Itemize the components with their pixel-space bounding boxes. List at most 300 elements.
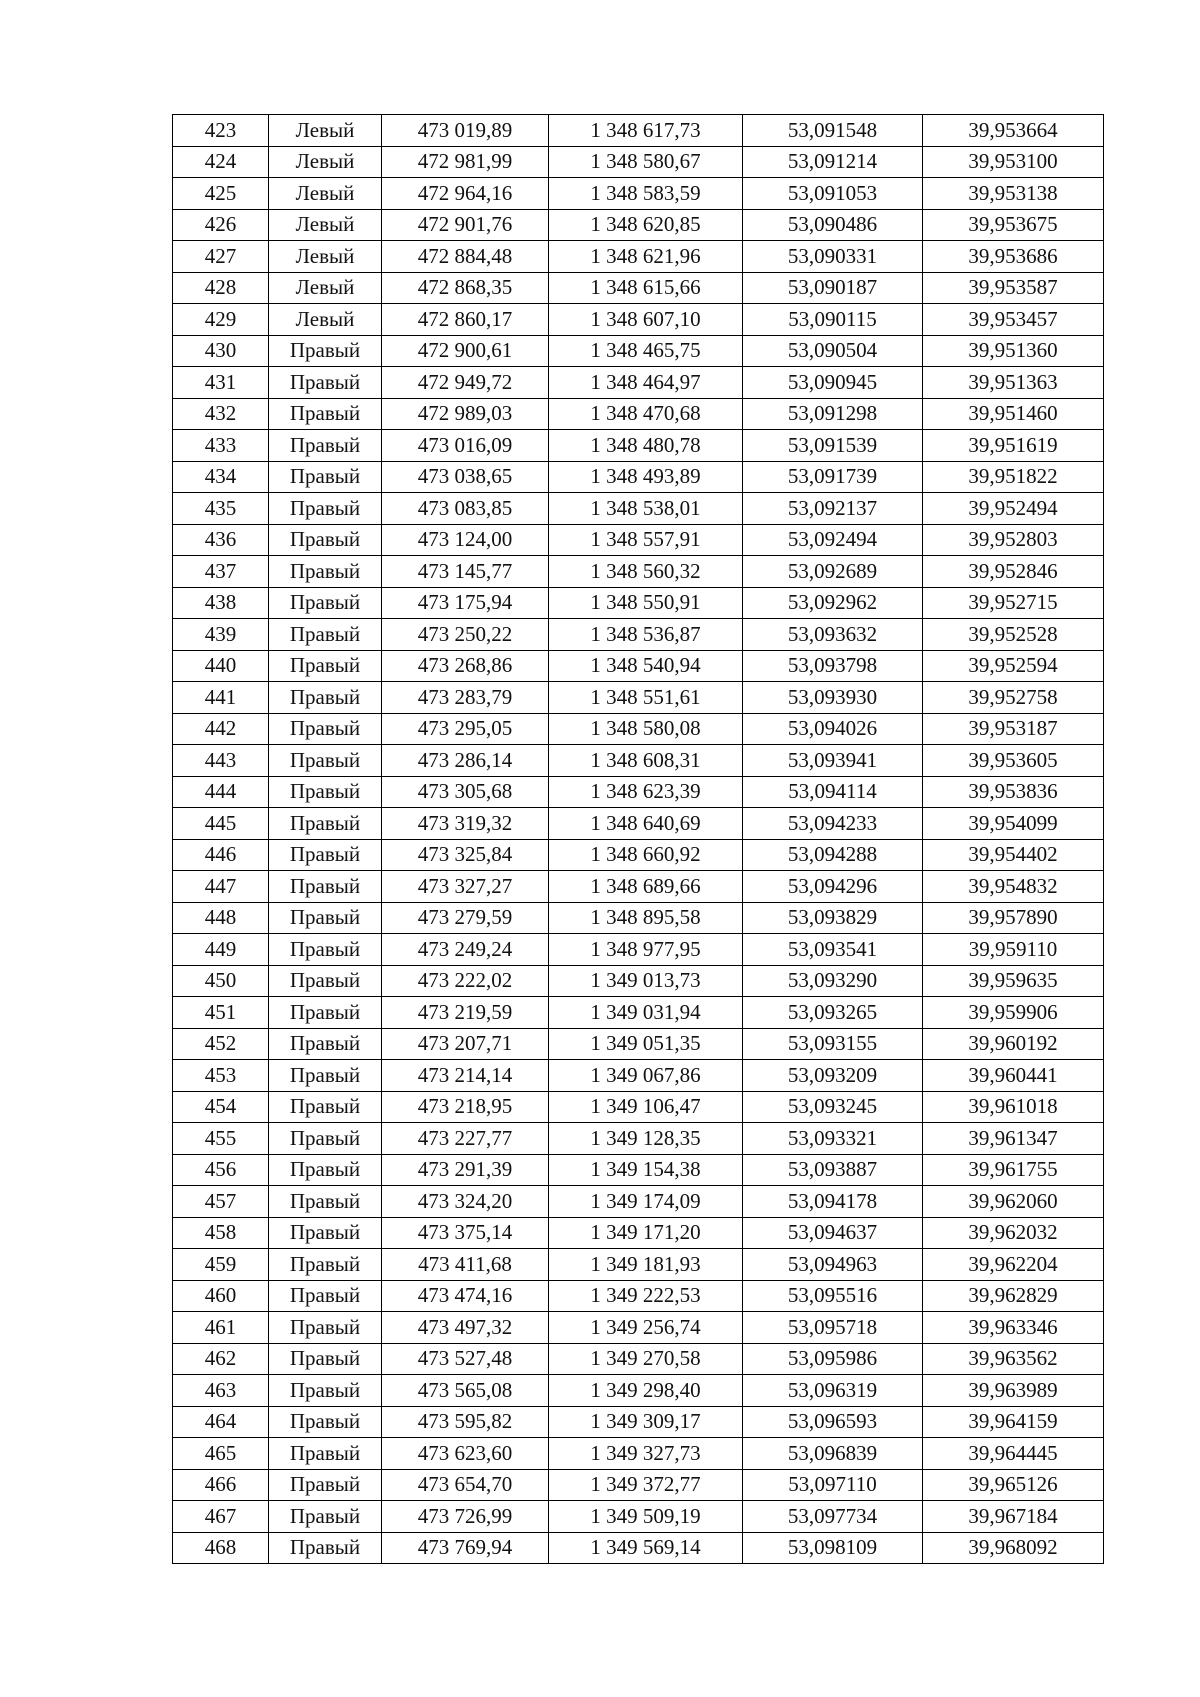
x-coordinate-cell: 472 949,72 (382, 367, 549, 399)
side-cell: Правый (269, 587, 382, 619)
y-coordinate-cell: 1 348 583,59 (549, 178, 743, 210)
y-coordinate-cell: 1 349 154,38 (549, 1154, 743, 1186)
x-coordinate-cell: 473 227,77 (382, 1123, 549, 1155)
longitude-cell: 39,954402 (923, 839, 1104, 871)
x-coordinate-cell: 473 375,14 (382, 1217, 549, 1249)
side-cell: Правый (269, 1469, 382, 1501)
longitude-cell: 39,952594 (923, 650, 1104, 682)
point-number-cell: 436 (173, 524, 269, 556)
side-cell: Правый (269, 367, 382, 399)
table-row (173, 934, 1104, 966)
coordinates-table (172, 114, 1104, 1564)
point-number-cell: 460 (173, 1280, 269, 1312)
x-coordinate-cell: 473 595,82 (382, 1406, 549, 1438)
latitude-cell: 53,090486 (743, 209, 923, 241)
longitude-cell: 39,952803 (923, 524, 1104, 556)
point-number-cell: 437 (173, 556, 269, 588)
side-cell: Правый (269, 1438, 382, 1470)
side-cell: Правый (269, 650, 382, 682)
side-cell: Правый (269, 430, 382, 462)
longitude-cell: 39,961347 (923, 1123, 1104, 1155)
latitude-cell: 53,091739 (743, 461, 923, 493)
latitude-cell: 53,091539 (743, 430, 923, 462)
latitude-cell: 53,094288 (743, 839, 923, 871)
side-cell: Правый (269, 1343, 382, 1375)
table-row (173, 1406, 1104, 1438)
side-cell: Левый (269, 241, 382, 273)
latitude-cell: 53,093941 (743, 745, 923, 777)
x-coordinate-cell: 472 884,48 (382, 241, 549, 273)
latitude-cell: 53,096319 (743, 1375, 923, 1407)
longitude-cell: 39,953138 (923, 178, 1104, 210)
x-coordinate-cell: 473 083,85 (382, 493, 549, 525)
x-coordinate-cell: 473 497,32 (382, 1312, 549, 1344)
table-row (173, 1060, 1104, 1092)
x-coordinate-cell: 473 654,70 (382, 1469, 549, 1501)
x-coordinate-cell: 473 214,14 (382, 1060, 549, 1092)
longitude-cell: 39,963346 (923, 1312, 1104, 1344)
point-number-cell: 431 (173, 367, 269, 399)
y-coordinate-cell: 1 348 550,91 (549, 587, 743, 619)
longitude-cell: 39,959635 (923, 965, 1104, 997)
point-number-cell: 452 (173, 1028, 269, 1060)
y-coordinate-cell: 1 348 660,92 (549, 839, 743, 871)
y-coordinate-cell: 1 348 493,89 (549, 461, 743, 493)
side-cell: Правый (269, 461, 382, 493)
x-coordinate-cell: 473 325,84 (382, 839, 549, 871)
longitude-cell: 39,953836 (923, 776, 1104, 808)
y-coordinate-cell: 1 348 615,66 (549, 272, 743, 304)
longitude-cell: 39,964445 (923, 1438, 1104, 1470)
side-cell: Правый (269, 902, 382, 934)
y-coordinate-cell: 1 348 623,39 (549, 776, 743, 808)
y-coordinate-cell: 1 349 372,77 (549, 1469, 743, 1501)
side-cell: Правый (269, 1280, 382, 1312)
table-row (173, 524, 1104, 556)
longitude-cell: 39,953457 (923, 304, 1104, 336)
latitude-cell: 53,093155 (743, 1028, 923, 1060)
point-number-cell: 427 (173, 241, 269, 273)
x-coordinate-cell: 472 860,17 (382, 304, 549, 336)
table-row (173, 115, 1104, 147)
y-coordinate-cell: 1 348 620,85 (549, 209, 743, 241)
y-coordinate-cell: 1 349 509,19 (549, 1501, 743, 1533)
side-cell: Правый (269, 1186, 382, 1218)
x-coordinate-cell: 473 305,68 (382, 776, 549, 808)
side-cell: Правый (269, 1060, 382, 1092)
y-coordinate-cell: 1 349 222,53 (549, 1280, 743, 1312)
point-number-cell: 450 (173, 965, 269, 997)
latitude-cell: 53,091053 (743, 178, 923, 210)
table-row (173, 871, 1104, 903)
table-row (173, 272, 1104, 304)
y-coordinate-cell: 1 348 480,78 (549, 430, 743, 462)
latitude-cell: 53,096593 (743, 1406, 923, 1438)
point-number-cell: 454 (173, 1091, 269, 1123)
x-coordinate-cell: 473 249,24 (382, 934, 549, 966)
y-coordinate-cell: 1 348 580,08 (549, 713, 743, 745)
side-cell: Правый (269, 493, 382, 525)
y-coordinate-cell: 1 348 536,87 (549, 619, 743, 651)
latitude-cell: 53,094296 (743, 871, 923, 903)
point-number-cell: 456 (173, 1154, 269, 1186)
side-cell: Правый (269, 682, 382, 714)
longitude-cell: 39,963562 (923, 1343, 1104, 1375)
point-number-cell: 464 (173, 1406, 269, 1438)
y-coordinate-cell: 1 349 171,20 (549, 1217, 743, 1249)
latitude-cell: 53,093930 (743, 682, 923, 714)
longitude-cell: 39,963989 (923, 1375, 1104, 1407)
y-coordinate-cell: 1 348 977,95 (549, 934, 743, 966)
side-cell: Левый (269, 146, 382, 178)
longitude-cell: 39,953587 (923, 272, 1104, 304)
table-row (173, 1028, 1104, 1060)
latitude-cell: 53,093829 (743, 902, 923, 934)
table-row (173, 493, 1104, 525)
table-row (173, 839, 1104, 871)
side-cell: Правый (269, 965, 382, 997)
latitude-cell: 53,095718 (743, 1312, 923, 1344)
longitude-cell: 39,968092 (923, 1532, 1104, 1564)
latitude-cell: 53,091298 (743, 398, 923, 430)
longitude-cell: 39,952528 (923, 619, 1104, 651)
point-number-cell: 432 (173, 398, 269, 430)
x-coordinate-cell: 473 623,60 (382, 1438, 549, 1470)
side-cell: Правый (269, 1312, 382, 1344)
y-coordinate-cell: 1 348 617,73 (549, 115, 743, 147)
point-number-cell: 451 (173, 997, 269, 1029)
x-coordinate-cell: 473 250,22 (382, 619, 549, 651)
side-cell: Правый (269, 1375, 382, 1407)
longitude-cell: 39,957890 (923, 902, 1104, 934)
longitude-cell: 39,951619 (923, 430, 1104, 462)
longitude-cell: 39,953686 (923, 241, 1104, 273)
side-cell: Правый (269, 619, 382, 651)
x-coordinate-cell: 473 219,59 (382, 997, 549, 1029)
table-row (173, 776, 1104, 808)
longitude-cell: 39,953664 (923, 115, 1104, 147)
y-coordinate-cell: 1 349 067,86 (549, 1060, 743, 1092)
x-coordinate-cell: 473 327,27 (382, 871, 549, 903)
y-coordinate-cell: 1 348 580,67 (549, 146, 743, 178)
x-coordinate-cell: 473 283,79 (382, 682, 549, 714)
x-coordinate-cell: 473 175,94 (382, 587, 549, 619)
point-number-cell: 439 (173, 619, 269, 651)
table-row (173, 1154, 1104, 1186)
table-row (173, 1438, 1104, 1470)
y-coordinate-cell: 1 349 051,35 (549, 1028, 743, 1060)
side-cell: Правый (269, 556, 382, 588)
longitude-cell: 39,961018 (923, 1091, 1104, 1123)
table-row (173, 241, 1104, 273)
latitude-cell: 53,095516 (743, 1280, 923, 1312)
x-coordinate-cell: 473 222,02 (382, 965, 549, 997)
x-coordinate-cell: 473 527,48 (382, 1343, 549, 1375)
side-cell: Правый (269, 335, 382, 367)
table-row (173, 965, 1104, 997)
latitude-cell: 53,090115 (743, 304, 923, 336)
latitude-cell: 53,090945 (743, 367, 923, 399)
latitude-cell: 53,097734 (743, 1501, 923, 1533)
point-number-cell: 440 (173, 650, 269, 682)
side-cell: Правый (269, 1532, 382, 1564)
point-number-cell: 438 (173, 587, 269, 619)
point-number-cell: 430 (173, 335, 269, 367)
y-coordinate-cell: 1 348 608,31 (549, 745, 743, 777)
table-row (173, 808, 1104, 840)
x-coordinate-cell: 472 901,76 (382, 209, 549, 241)
point-number-cell: 453 (173, 1060, 269, 1092)
longitude-cell: 39,954832 (923, 871, 1104, 903)
latitude-cell: 53,094178 (743, 1186, 923, 1218)
table-row (173, 682, 1104, 714)
table-row (173, 178, 1104, 210)
longitude-cell: 39,951363 (923, 367, 1104, 399)
point-number-cell: 465 (173, 1438, 269, 1470)
side-cell: Правый (269, 713, 382, 745)
point-number-cell: 462 (173, 1343, 269, 1375)
latitude-cell: 53,094637 (743, 1217, 923, 1249)
longitude-cell: 39,953187 (923, 713, 1104, 745)
y-coordinate-cell: 1 348 689,66 (549, 871, 743, 903)
table-row (173, 146, 1104, 178)
side-cell: Правый (269, 808, 382, 840)
longitude-cell: 39,951822 (923, 461, 1104, 493)
x-coordinate-cell: 473 279,59 (382, 902, 549, 934)
point-number-cell: 441 (173, 682, 269, 714)
x-coordinate-cell: 473 411,68 (382, 1249, 549, 1281)
x-coordinate-cell: 473 319,32 (382, 808, 549, 840)
table-row (173, 1532, 1104, 1564)
y-coordinate-cell: 1 348 621,96 (549, 241, 743, 273)
side-cell: Правый (269, 745, 382, 777)
x-coordinate-cell: 473 324,20 (382, 1186, 549, 1218)
side-cell: Правый (269, 1217, 382, 1249)
table-row (173, 1123, 1104, 1155)
longitude-cell: 39,962032 (923, 1217, 1104, 1249)
table-row (173, 1469, 1104, 1501)
point-number-cell: 434 (173, 461, 269, 493)
latitude-cell: 53,094026 (743, 713, 923, 745)
y-coordinate-cell: 1 349 013,73 (549, 965, 743, 997)
point-number-cell: 463 (173, 1375, 269, 1407)
latitude-cell: 53,092494 (743, 524, 923, 556)
latitude-cell: 53,093290 (743, 965, 923, 997)
x-coordinate-cell: 473 218,95 (382, 1091, 549, 1123)
side-cell: Левый (269, 209, 382, 241)
longitude-cell: 39,964159 (923, 1406, 1104, 1438)
longitude-cell: 39,961755 (923, 1154, 1104, 1186)
latitude-cell: 53,090187 (743, 272, 923, 304)
side-cell: Правый (269, 871, 382, 903)
point-number-cell: 426 (173, 209, 269, 241)
side-cell: Правый (269, 934, 382, 966)
latitude-cell: 53,092137 (743, 493, 923, 525)
table-row (173, 209, 1104, 241)
side-cell: Правый (269, 398, 382, 430)
side-cell: Правый (269, 839, 382, 871)
x-coordinate-cell: 473 016,09 (382, 430, 549, 462)
x-coordinate-cell: 472 964,16 (382, 178, 549, 210)
latitude-cell: 53,098109 (743, 1532, 923, 1564)
y-coordinate-cell: 1 348 465,75 (549, 335, 743, 367)
table-row (173, 461, 1104, 493)
table-row (173, 713, 1104, 745)
table-row (173, 902, 1104, 934)
longitude-cell: 39,952715 (923, 587, 1104, 619)
x-coordinate-cell: 473 286,14 (382, 745, 549, 777)
table-row (173, 1343, 1104, 1375)
side-cell: Левый (269, 115, 382, 147)
point-number-cell: 425 (173, 178, 269, 210)
point-number-cell: 459 (173, 1249, 269, 1281)
point-number-cell: 449 (173, 934, 269, 966)
latitude-cell: 53,093887 (743, 1154, 923, 1186)
y-coordinate-cell: 1 348 538,01 (549, 493, 743, 525)
latitude-cell: 53,091548 (743, 115, 923, 147)
table-row (173, 587, 1104, 619)
longitude-cell: 39,962204 (923, 1249, 1104, 1281)
latitude-cell: 53,090504 (743, 335, 923, 367)
table-row (173, 304, 1104, 336)
table-row (173, 745, 1104, 777)
table-row (173, 335, 1104, 367)
table-row (173, 1280, 1104, 1312)
side-cell: Правый (269, 1091, 382, 1123)
y-coordinate-cell: 1 349 309,17 (549, 1406, 743, 1438)
table-row (173, 619, 1104, 651)
longitude-cell: 39,953605 (923, 745, 1104, 777)
x-coordinate-cell: 473 565,08 (382, 1375, 549, 1407)
side-cell: Левый (269, 272, 382, 304)
latitude-cell: 53,093265 (743, 997, 923, 1029)
y-coordinate-cell: 1 348 895,58 (549, 902, 743, 934)
longitude-cell: 39,962060 (923, 1186, 1104, 1218)
point-number-cell: 424 (173, 146, 269, 178)
x-coordinate-cell: 473 038,65 (382, 461, 549, 493)
table-row (173, 398, 1104, 430)
table-row (173, 1091, 1104, 1123)
table-row (173, 1186, 1104, 1218)
point-number-cell: 435 (173, 493, 269, 525)
latitude-cell: 53,090331 (743, 241, 923, 273)
longitude-cell: 39,953100 (923, 146, 1104, 178)
point-number-cell: 461 (173, 1312, 269, 1344)
x-coordinate-cell: 473 207,71 (382, 1028, 549, 1060)
y-coordinate-cell: 1 348 640,69 (549, 808, 743, 840)
latitude-cell: 53,093798 (743, 650, 923, 682)
x-coordinate-cell: 473 019,89 (382, 115, 549, 147)
side-cell: Левый (269, 304, 382, 336)
table-row (173, 1249, 1104, 1281)
latitude-cell: 53,093245 (743, 1091, 923, 1123)
point-number-cell: 423 (173, 115, 269, 147)
x-coordinate-cell: 472 981,99 (382, 146, 549, 178)
y-coordinate-cell: 1 348 557,91 (549, 524, 743, 556)
latitude-cell: 53,096839 (743, 1438, 923, 1470)
point-number-cell: 442 (173, 713, 269, 745)
table-row (173, 556, 1104, 588)
longitude-cell: 39,960192 (923, 1028, 1104, 1060)
y-coordinate-cell: 1 349 128,35 (549, 1123, 743, 1155)
side-cell: Правый (269, 1154, 382, 1186)
longitude-cell: 39,951360 (923, 335, 1104, 367)
y-coordinate-cell: 1 348 560,32 (549, 556, 743, 588)
latitude-cell: 53,092689 (743, 556, 923, 588)
point-number-cell: 448 (173, 902, 269, 934)
x-coordinate-cell: 473 474,16 (382, 1280, 549, 1312)
side-cell: Правый (269, 524, 382, 556)
x-coordinate-cell: 473 291,39 (382, 1154, 549, 1186)
point-number-cell: 466 (173, 1469, 269, 1501)
side-cell: Правый (269, 1406, 382, 1438)
y-coordinate-cell: 1 349 174,09 (549, 1186, 743, 1218)
longitude-cell: 39,953675 (923, 209, 1104, 241)
longitude-cell: 39,967184 (923, 1501, 1104, 1533)
latitude-cell: 53,094963 (743, 1249, 923, 1281)
point-number-cell: 428 (173, 272, 269, 304)
y-coordinate-cell: 1 348 551,61 (549, 682, 743, 714)
y-coordinate-cell: 1 349 256,74 (549, 1312, 743, 1344)
y-coordinate-cell: 1 349 327,73 (549, 1438, 743, 1470)
longitude-cell: 39,952758 (923, 682, 1104, 714)
point-number-cell: 429 (173, 304, 269, 336)
point-number-cell: 468 (173, 1532, 269, 1564)
side-cell: Левый (269, 178, 382, 210)
y-coordinate-cell: 1 349 031,94 (549, 997, 743, 1029)
table-row (173, 430, 1104, 462)
longitude-cell: 39,954099 (923, 808, 1104, 840)
y-coordinate-cell: 1 348 607,10 (549, 304, 743, 336)
table-row (173, 367, 1104, 399)
point-number-cell: 458 (173, 1217, 269, 1249)
longitude-cell: 39,951460 (923, 398, 1104, 430)
x-coordinate-cell: 472 868,35 (382, 272, 549, 304)
x-coordinate-cell: 473 726,99 (382, 1501, 549, 1533)
point-number-cell: 457 (173, 1186, 269, 1218)
longitude-cell: 39,952846 (923, 556, 1104, 588)
y-coordinate-cell: 1 348 464,97 (549, 367, 743, 399)
x-coordinate-cell: 473 769,94 (382, 1532, 549, 1564)
latitude-cell: 53,093632 (743, 619, 923, 651)
x-coordinate-cell: 472 989,03 (382, 398, 549, 430)
latitude-cell: 53,095986 (743, 1343, 923, 1375)
y-coordinate-cell: 1 349 270,58 (549, 1343, 743, 1375)
longitude-cell: 39,959906 (923, 997, 1104, 1029)
x-coordinate-cell: 473 295,05 (382, 713, 549, 745)
point-number-cell: 433 (173, 430, 269, 462)
latitude-cell: 53,093209 (743, 1060, 923, 1092)
table-row (173, 1217, 1104, 1249)
y-coordinate-cell: 1 349 106,47 (549, 1091, 743, 1123)
side-cell: Правый (269, 997, 382, 1029)
latitude-cell: 53,091214 (743, 146, 923, 178)
coordinates-table-body (173, 115, 1104, 1564)
y-coordinate-cell: 1 348 470,68 (549, 398, 743, 430)
latitude-cell: 53,093541 (743, 934, 923, 966)
point-number-cell: 443 (173, 745, 269, 777)
point-number-cell: 447 (173, 871, 269, 903)
latitude-cell: 53,093321 (743, 1123, 923, 1155)
x-coordinate-cell: 473 124,00 (382, 524, 549, 556)
point-number-cell: 445 (173, 808, 269, 840)
x-coordinate-cell: 473 268,86 (382, 650, 549, 682)
side-cell: Правый (269, 1501, 382, 1533)
y-coordinate-cell: 1 349 181,93 (549, 1249, 743, 1281)
y-coordinate-cell: 1 348 540,94 (549, 650, 743, 682)
longitude-cell: 39,952494 (923, 493, 1104, 525)
table-row (173, 997, 1104, 1029)
